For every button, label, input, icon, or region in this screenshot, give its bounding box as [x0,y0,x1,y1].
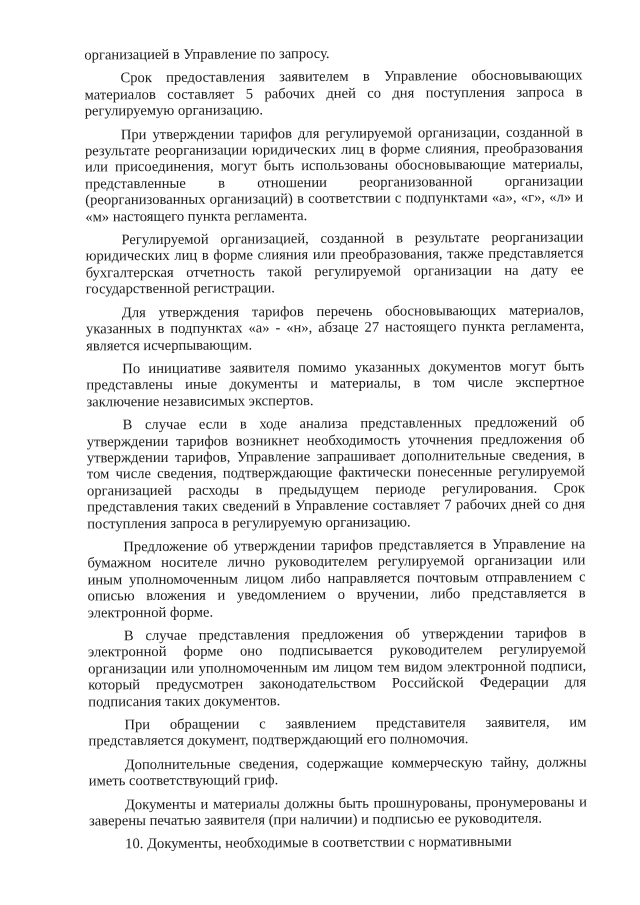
paragraph-accounting-report: Регулируемой организацией, созданной в результате реорганизации юридических лиц в форме слияния или преобразования, также представляется бухгалтерская отчетность такой регулируемой организации на дату ее государственной регистрации. [85,229,584,298]
paragraph-materials-deadline: Срок предоставления заявителем в Управление обосновывающих материалов составляет 5 рабочих дней со дня поступления запроса в регулируемую организацию. [84,67,583,120]
paragraph-exhaustive-list: Для утверждения тарифов перечень обосновывающих материалов, указанных в подпунктах «а» - «н», абзаце 27 настоящего пункта регламента, является исчерпывающим. [85,302,585,354]
paragraph-additional-info-request: В случае если в ходе анализа представленных предложений об утверждении тарифов возникнет необходимость уточнения предложения об утверждении тарифов, Управление запрашивает дополнительные сведения, в том числе сведения, подтверждающие фактически понесенные регулируемой организацией расходы в предыдущем периоде регулирования. Срок представления таких сведений в Управление составляет 7 рабочих дней со дня поступления запроса в регулируемую организацию. [86,414,586,532]
paragraph-electronic-signature: В случае представления предложения об утверждении тарифов в электронной форме оно подписывается руководителем регулируемой организации или уполномоченным им лицом тем видом электронной подписи, который предусмотрен законодательством Российской Федерации для подписания таких документов. [87,625,587,711]
paragraph-reorganization-materials: При утверждении тарифов для регулируемой организации, созданной в результате реорганизации юридических лиц в форме слияния, преобразования или присоединения, могут быть использованы обосновывающие материалы, представленные в отношении реорганизованной организации (реорганизованных организаций) в соответствии с подпунктами «а», «г», «л» и «м» настоящего пункта регламента. [84,124,584,226]
paragraph-item-10: 10. Документы, необходимые в соответствии с нормативными [125,834,512,853]
paragraph-representative: При обращении с заявлением представителя заявителя, им представляется документ, подтверждающий его полномочия. [88,714,587,750]
paragraph-binding: Документы и материалы должны быть прошнурованы, пронумерованы и заверены печатью заявителя (при наличии) и подписью ее руководителя. [88,794,587,830]
paragraph-other-documents: По инициативе заявителя помимо указанных документов могут быть представлены иные документы и материалы, в том числе экспертное заключение независимых экспертов. [86,358,585,411]
paragraph-submission-methods: Предложение об утверждении тарифов представляется в Управление на бумажном носителе лично руководителем регулируемой организации или иным уполномоченным лицом либо направляется почтовым отправлением с описью вложения и уведомлением о вручении, либо представляется в электронной форме. [87,536,586,622]
paragraph-commercial-secret: Дополнительные сведения, содержащие коммерческую тайну, должны иметь соответствующий гриф. [88,754,587,790]
paragraph-continuation: организацией в Управление по запросу. [84,45,330,64]
